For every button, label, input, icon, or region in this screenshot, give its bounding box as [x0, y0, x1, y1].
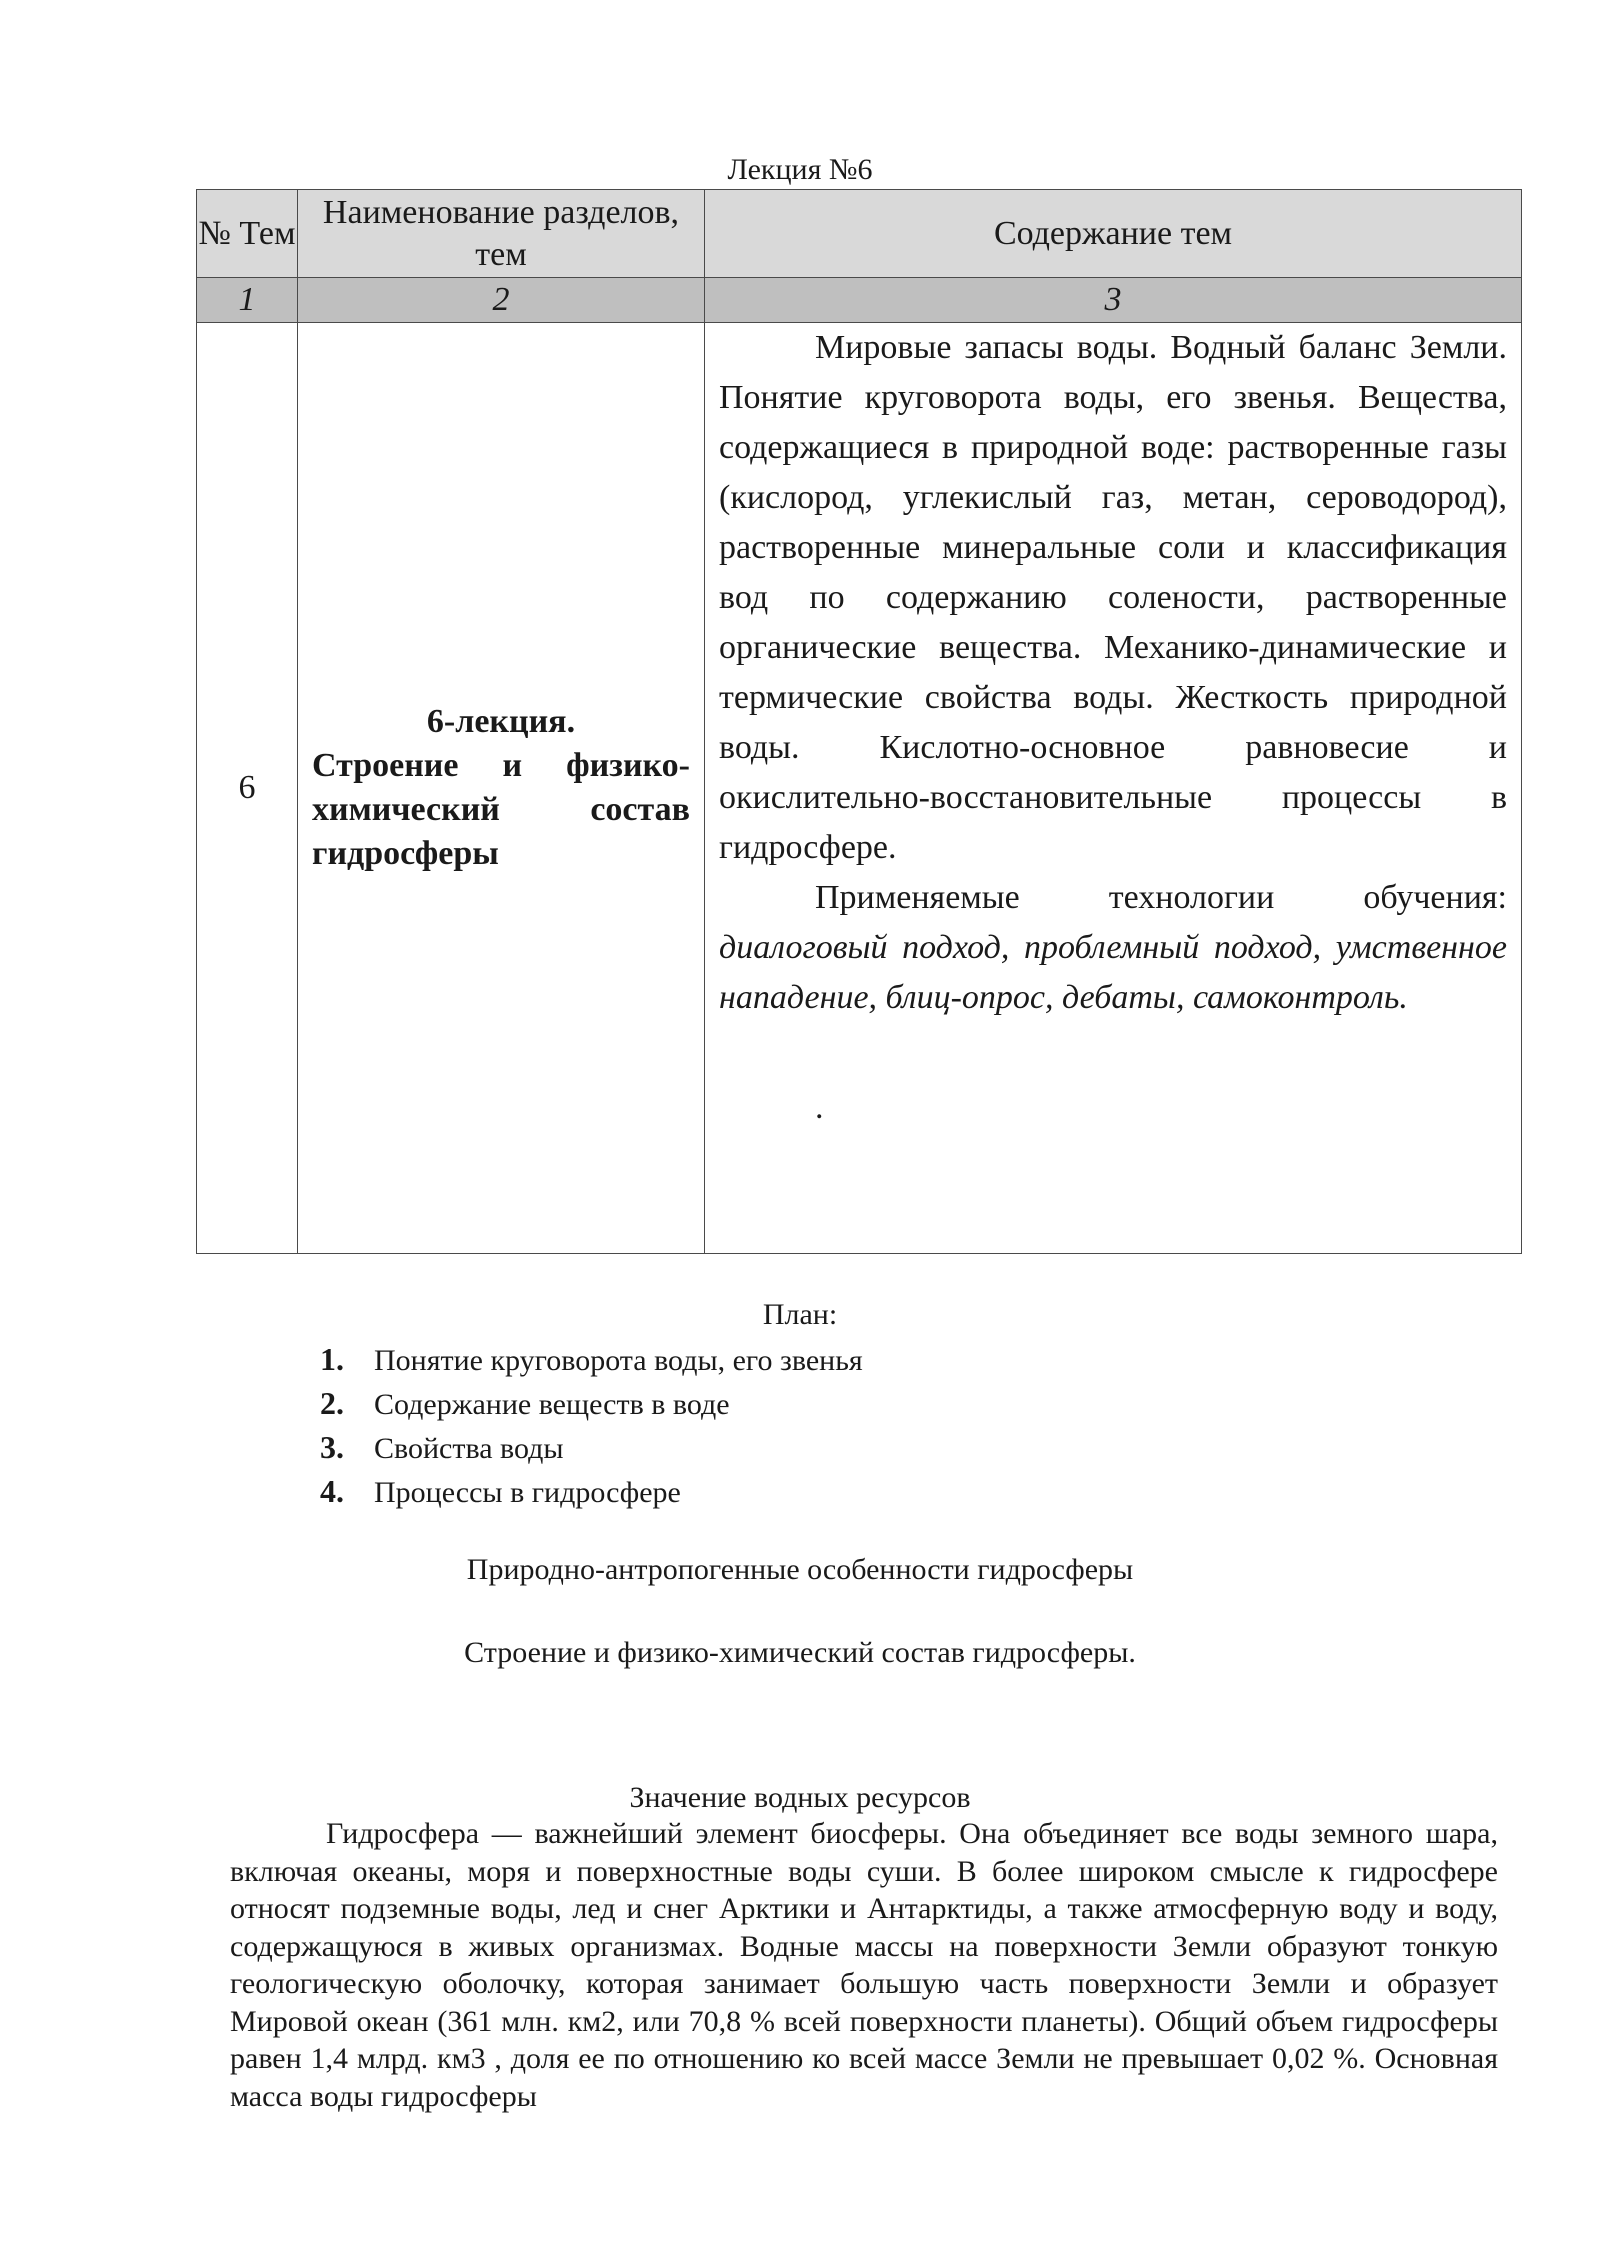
lecture-label: 6-лекция. [426, 703, 576, 740]
table-row [197, 323, 1522, 1254]
list-item-text: Содержание веществ в воде [374, 1388, 730, 1421]
list-item-number: 2. [320, 1385, 344, 1421]
column-number-2: 2 [298, 278, 705, 323]
lecture-title: Лекция №6 [727, 153, 873, 186]
technologies-paragraph [719, 873, 1507, 1023]
column-number-3: 3 [705, 278, 1522, 323]
section-title: Строение и физико-химический состав гидросферы [312, 747, 690, 872]
list-item [320, 1338, 863, 1382]
row-topic-content [705, 323, 1522, 1254]
list-item-text: Процессы в гидросфере [374, 1476, 681, 1509]
trailing-dot: . [815, 1089, 824, 1126]
header-topic-content: Содержание тем [705, 190, 1522, 278]
list-item [320, 1470, 863, 1514]
column-number-1: 1 [197, 278, 298, 323]
row-topic-number: 6 [197, 323, 298, 1254]
content-paragraph: Мировые запасы воды. Водный баланс Земли. Понятие круговорота воды, его звенья. Вещества, содержащиеся в природной воде: растворенные газы (кислород, углекислый газ, метан, сероводород), растворенные минеральные соли и классификация вод по содержанию солености, растворенные органические вещества. Механико-динамические и термические свойства воды. Жесткость природной воды. Кислотно-основное равновесие и окислительно-восстановительные процессы в гидросфере. [719, 329, 1507, 866]
technologies-lead: Применяемые технологии обучения: [815, 879, 1507, 916]
body-paragraph: Гидросфера — важнейший элемент биосферы. Она объединяет все воды земного шара, включая океаны, моря и поверхностные воды суши. В более широком смысле к гидросфере относят подземные воды, лед и снег Арктики и Антарктиды, а также атмосферную воду и воду, содержащуюся в живых организмах. Водные массы на поверхности Земли образуют тонкую геологическую оболочку, которая занимает большую часть поверхности Земли и образует Мировой океан (361 млн. км2, или 70,8 % всей поверхности планеты). Общий объем гидросферы равен 1,4 млрд. км3 , доля ее по отношению ко всей массе Земли не превышает 0,02 %. Основная масса воды гидросферы [230, 1817, 1498, 2113]
list-item-number: 3. [320, 1429, 344, 1465]
list-item-number: 1. [320, 1341, 344, 1377]
list-item-number: 4. [320, 1473, 344, 1509]
column-number-row [197, 278, 1522, 323]
header-topic-number: № Тем [197, 190, 298, 278]
plan-title: План: [762, 1298, 838, 1331]
plan-list [320, 1338, 863, 1514]
list-item-text: Свойства воды [374, 1432, 564, 1465]
section-heading-water-resources: Значение водных ресурсов [629, 1781, 971, 1814]
section-heading-structure: Строение и физико-химический состав гидросферы. [464, 1636, 1136, 1669]
section-heading-features: Природно-антропогенные особенности гидросферы [466, 1553, 1134, 1586]
topics-table [196, 189, 1522, 1254]
list-item [320, 1382, 863, 1426]
header-section-name: Наименование разделов, тем [298, 190, 705, 278]
list-item [320, 1426, 863, 1470]
technologies-list: диалоговый подход, проблемный подход, умственное нападение, блиц-опрос, дебаты, самоконтроль. [719, 929, 1507, 1016]
table-header-row [197, 190, 1522, 278]
list-item-text: Понятие круговорота воды, его звенья [374, 1344, 863, 1377]
row-section-name [298, 323, 705, 1254]
